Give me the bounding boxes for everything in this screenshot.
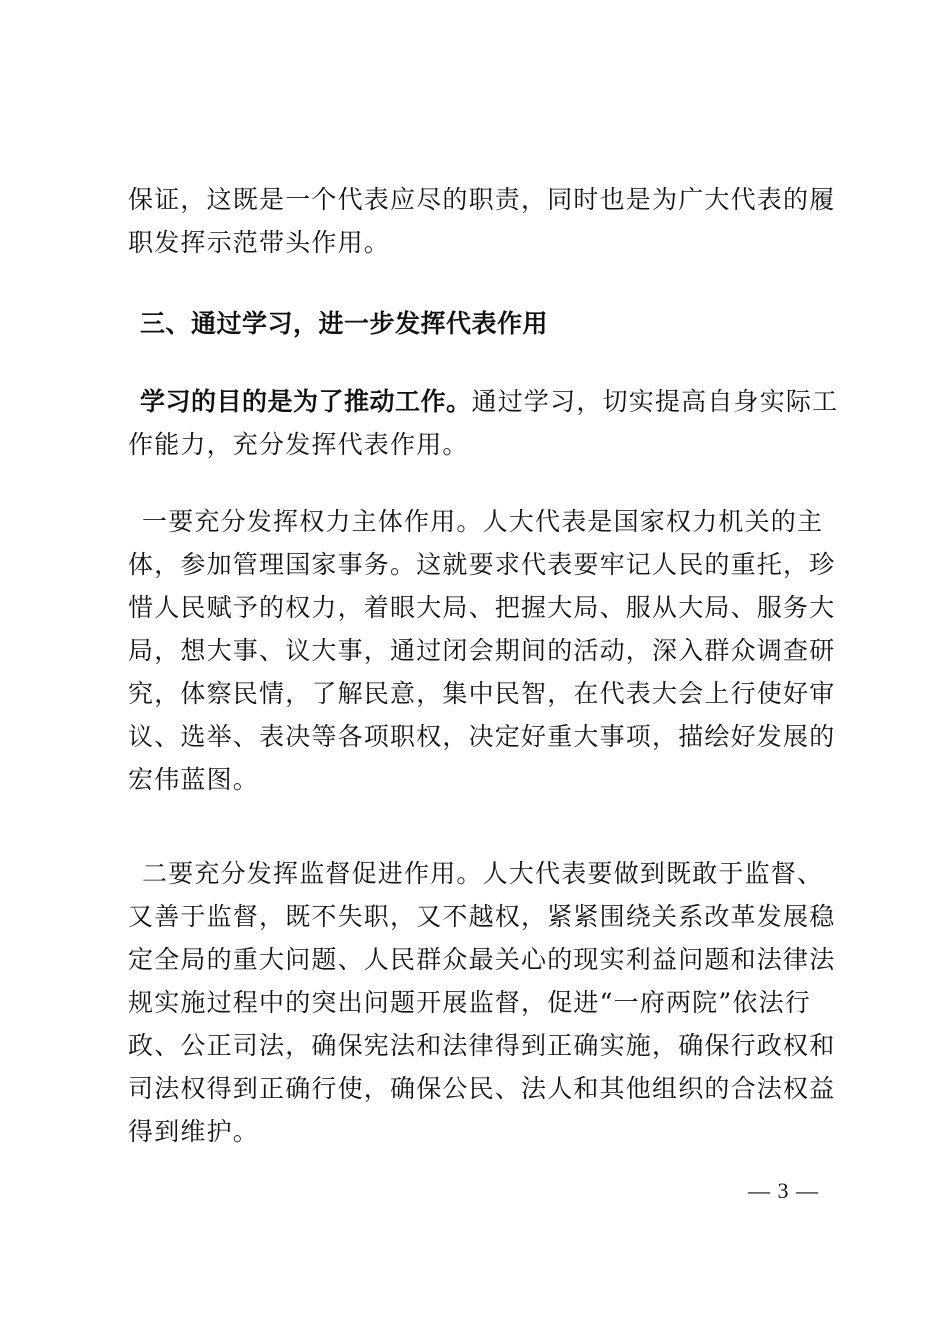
paragraph-study-purpose bbox=[128, 380, 840, 466]
section-heading-3: 三、通过学习，进一步发挥代表作用 bbox=[140, 309, 549, 338]
paragraph-body-text: 通过学习，切实提高自身实际工作能力，充分发挥代表作用。 bbox=[128, 387, 839, 459]
paragraph-lead-sentence: 学习的目的是为了推动工作。 bbox=[140, 387, 472, 416]
page-number: — 3 — bbox=[748, 1178, 819, 1203]
paragraph-supervision: 二要充分发挥监督促进作用。人大代表要做到既敢于监督、又善于监督，既不失职，又不越权，紧紧围绕关系改革发展稳定全局的重大问题、人民群众最关心的现实利益问题和法律法规实施过程中的突出问题开展监督，促进“一府两院”依法行政、公正司法，确保宪法和法律得到正确实施，确保行政权和司法权得到正确行使，确保公民、法人和其他组织的合法权益得到维护。 bbox=[128, 859, 836, 1146]
paragraph-power-subject: 一要充分发挥权力主体作用。人大代表是国家权力机关的主体，参加管理国家事务。这就要求代表要牢记人民的重托，珍惜人民赋予的权力，着眼大局、把握大局、服从大局、服务大局，想大事、议大事，通过闭会期间的活动，深入群众调查研究，体察民情，了解民意，集中民智，在代表大会上行使好审议、选举、表决等各项职权，决定好重大事项，描绘好发展的宏伟蓝图。 bbox=[128, 507, 836, 794]
paragraph-continuation: 保证，这既是一个代表应尽的职责，同时也是为广大代表的履职发挥示范带头作用。 bbox=[128, 185, 836, 257]
